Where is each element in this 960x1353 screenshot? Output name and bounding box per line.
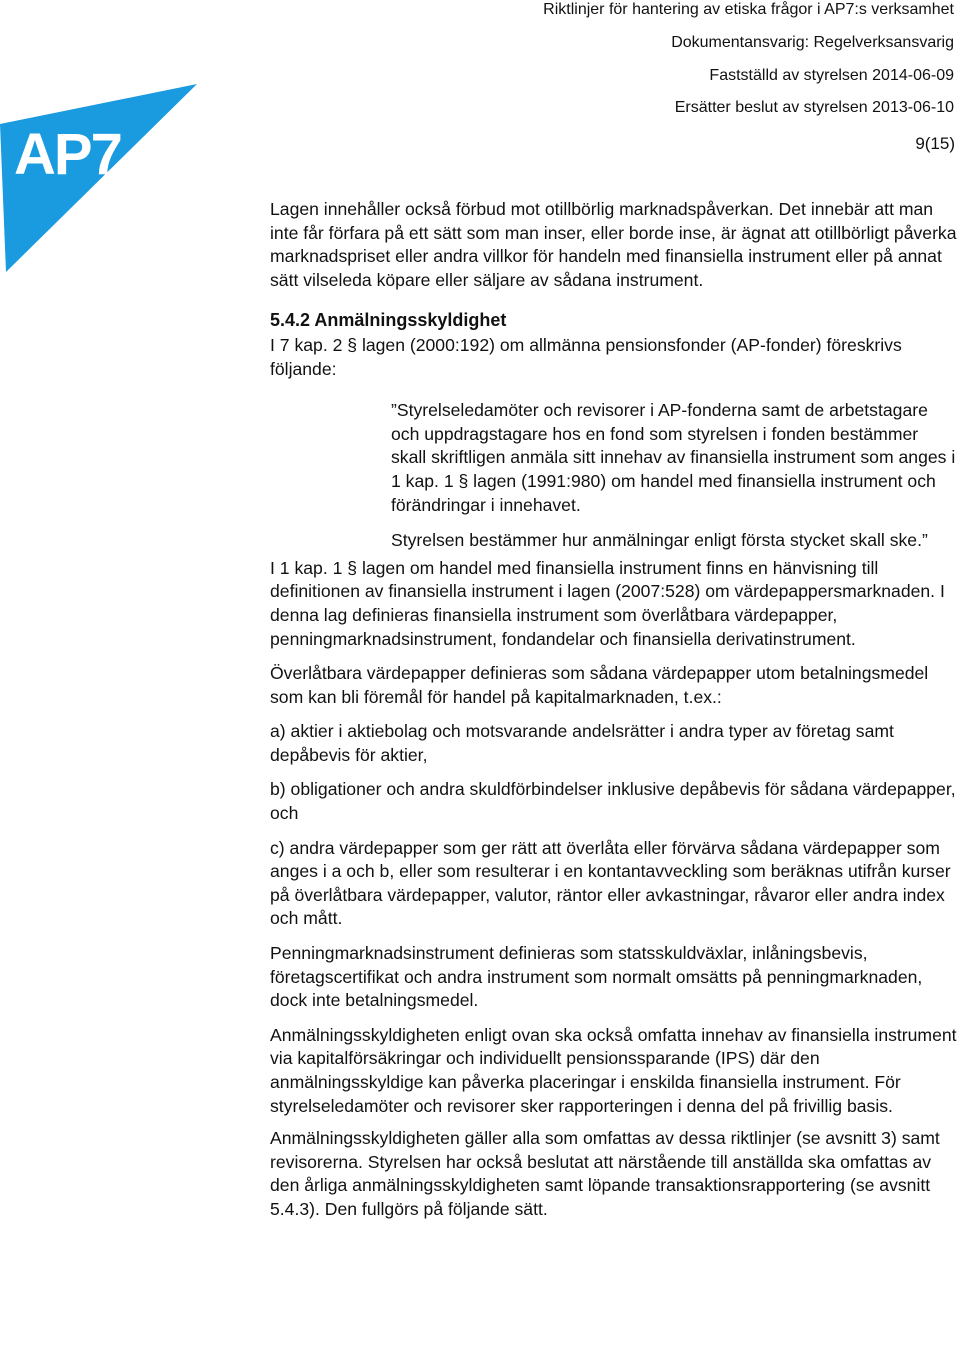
quote-paragraph-2: Styrelsen bestämmer hur anmälningar enligt första stycket skall ske.”	[391, 530, 928, 551]
list-item-c: c) andra värdepapper som ger rätt att överlåta eller förvärva sådana värdepapper som anges i a och b, eller som resulterar i en kontantavveckling som beräknas utifrån kurser på överlåtbara värdepapper, valutor, räntor eller avkastningar, råvaror eller andra index och mått.	[270, 837, 951, 929]
paragraph-reporting-scope: Anmälningsskyldigheten enligt ovan ska också omfatta innehav av finansiella instrument via kapitalförsäkringar och individuellt pensionssparande (IPS) där den anmälningsskyldige kan påverka placeringar i enskilda finansiella instrument. För styrelseledamöter och revisorer sker rapporteringen i denna del på frivillig basis.	[270, 1024, 957, 1116]
document-replaces: Ersätter beslut av styrelsen 2013-06-10	[674, 99, 954, 116]
list-item-b: b) obligationer och andra skuldförbindelser inklusive depåbevis för sådana värdepapper, och	[270, 779, 956, 824]
list-item-a: a) aktier i aktiebolag och motsvarande andelsrätter i andra typer av företag samt depåbevis för aktier,	[270, 721, 894, 765]
paragraph-law-reference: I 7 kap. 2 § lagen (2000:192) om allmänna pensionsfonder (AP-fonder) föreskrivs följande:	[270, 334, 902, 379]
quote-paragraph-1: ”Styrelseledamöter och revisorer i AP-fonderna samt de arbetstagare och uppdragstagare hos en fond som styrelsen i fonden bestämmer skall skriftligen anmäla sitt innehav av finansiella instrument som anges i 1 kap. 1 § lagen (1991:980) om handel med finansiella instrument och förändringar i innehavet.	[391, 400, 956, 515]
logo-text: AP7	[14, 122, 121, 187]
document-title: Riktlinjer för hantering av etiska frågor i AP7:s verksamhet	[543, 1, 954, 18]
document-responsible: Dokumentansvarig: Regelverksansvarig	[671, 34, 954, 51]
section-heading: 5.4.2 Anmälningsskyldighet	[270, 310, 507, 331]
paragraph-transferable-securities: Överlåtbara värdepapper definieras som sådana värdepapper utom betalningsmedel som kan bli föremål för handel på kapitalmarknaden, t.ex.:	[270, 663, 929, 707]
page-number: 9(15)	[915, 134, 955, 153]
paragraph-money-market: Penningmarknadsinstrument definieras som statsskuldväxlar, inlåningsbevis, företagscertifikat och andra instrument som normalt omsätts på penningmarknaden, dock inte betalningsmedel.	[270, 943, 923, 1011]
ap7-logo	[0, 84, 200, 274]
document-body	[270, 198, 958, 1222]
paragraph-market-manipulation: Lagen innehåller också förbud mot otillbörlig marknadspåverkan. Det innebär att man inte får förfara på ett sätt som man inser, eller borde inse, är ägnat att otillbörligt påverka marknadspriset eller andra villkor för handeln med finansiella instrument eller på annat sätt vilseleda köpare eller säljare av sådana instrument.	[270, 199, 957, 290]
paragraph-reporting-applies: Anmälningsskyldigheten gäller alla som omfattas av dessa riktlinjer (se avsnitt 3) samt revisorerna. Styrelsen har också beslutat att närstående till anställda ska omfattas av den årliga anmälningsskyldigheten samt löpande transaktionsrapportering (se avsnitt 5.4.3). Den fullgörs på följande sätt.	[270, 1128, 940, 1219]
paragraph-definition-reference: I 1 kap. 1 § lagen om handel med finansiella instrument finns en hänvisning till definitionen av finansiella instrument i lagen (2007:528) om värdepappersmarknaden. I denna lag definieras finansiella instrument som överlåtbara värdepapper, penningmarknadsinstrument, fondandelar och finansiella derivatinstrument.	[270, 557, 945, 649]
document-established: Fastställd av styrelsen 2014-06-09	[709, 67, 954, 84]
